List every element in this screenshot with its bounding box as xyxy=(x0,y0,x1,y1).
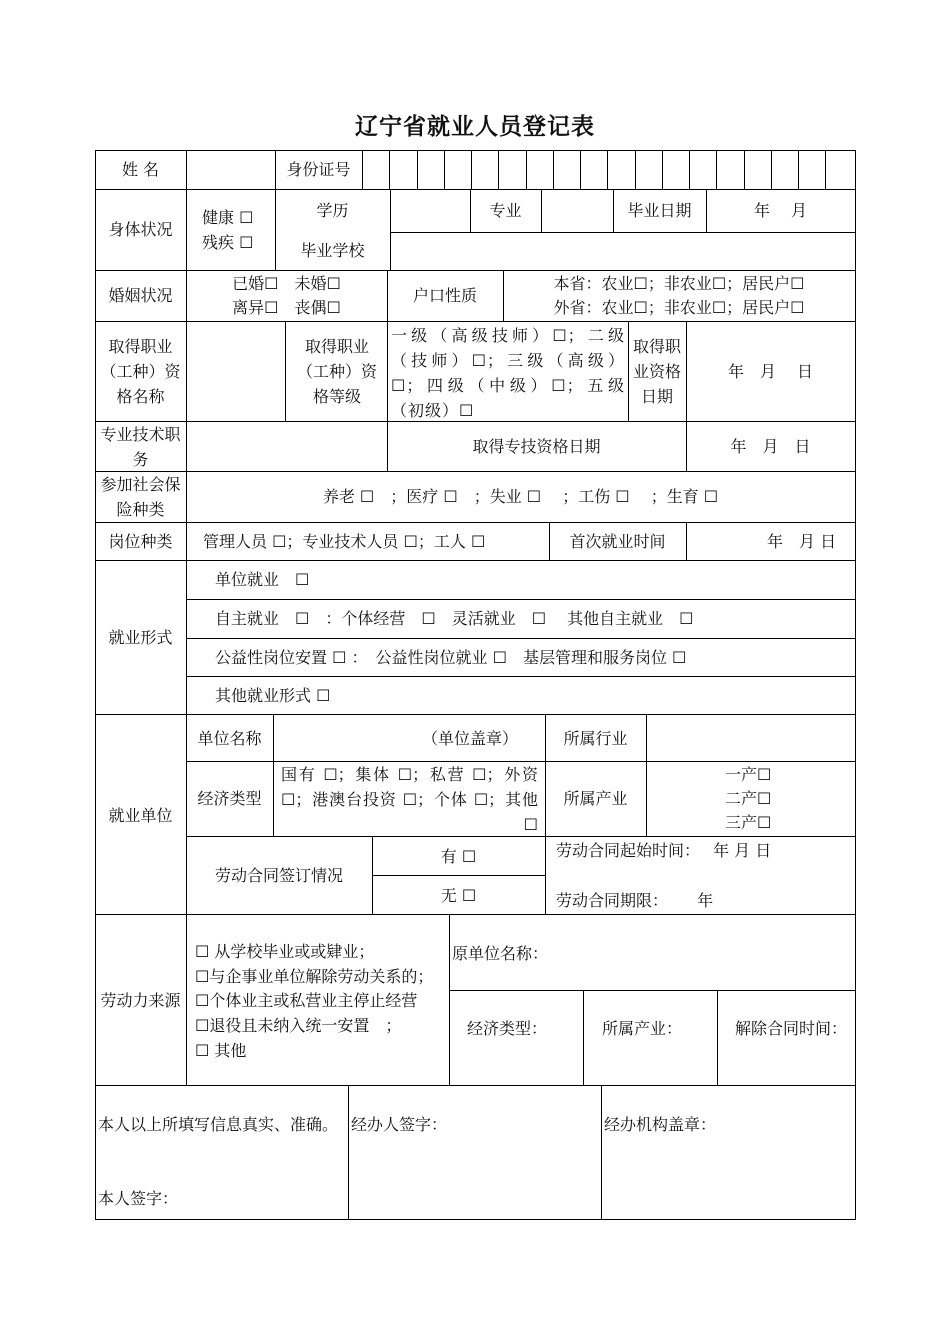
employment-form-public[interactable]: 公益性岗位安置 ☐ ： 公益性岗位就业 ☐ 基层管理和服务岗位 ☐ xyxy=(215,648,687,667)
qualification-date-value: 年 月 日 xyxy=(727,362,814,381)
healthy-option[interactable]: 健康 ☐ xyxy=(202,208,254,227)
qualification-level-options[interactable]: 一级（高级技师）☐；二级（技师）☐；三级（高级）☐；四级（中级）☐；五级（初级）☐ xyxy=(391,326,625,420)
employment-form-unit[interactable]: 单位就业 ☐ xyxy=(215,570,310,589)
previous-unit-label: 原单位名称： xyxy=(452,944,549,963)
insurance-label: 参加社会保险种类 xyxy=(100,475,181,519)
previous-sector-label: 所属产业： xyxy=(602,1019,683,1038)
qualification-date-label: 取得职业资格日期 xyxy=(632,337,681,406)
form-title: 辽宁省就业人员登记表 xyxy=(355,114,595,140)
education-label: 学历 xyxy=(316,201,349,220)
first-job-value: 年 月 日 xyxy=(767,532,837,551)
employment-unit-label: 就业单位 xyxy=(108,806,173,825)
marriage-options-line1[interactable]: 已婚☐ 未婚☐ xyxy=(232,274,341,293)
self-signature-label: 本人签字： xyxy=(98,1189,179,1208)
hukou-label: 户口性质 xyxy=(412,286,477,305)
sector-label: 所属产业 xyxy=(563,789,628,808)
industry-label: 所属行业 xyxy=(563,729,628,748)
name-label: 姓 名 xyxy=(121,160,160,179)
id-label: 身份证号 xyxy=(286,160,351,179)
hukou-options-line1[interactable]: 本省：农业☐；非农业☐；居民户☐ xyxy=(553,274,805,293)
sector-tertiary[interactable]: 三产☐ xyxy=(725,813,772,832)
registration-form xyxy=(95,150,855,1220)
agency-seal-label: 经办机构盖章： xyxy=(604,1115,717,1134)
labor-source-label: 劳动力来源 xyxy=(100,991,181,1010)
employment-form-label: 就业形式 xyxy=(108,628,173,647)
post-label: 岗位种类 xyxy=(108,532,173,551)
marriage-label: 婚姻状况 xyxy=(108,286,173,305)
graduation-date-label: 毕业日期 xyxy=(627,201,692,220)
major-label: 专业 xyxy=(489,201,522,220)
post-options[interactable]: 管理人员 ☐；专业技术人员 ☐；工人 ☐ xyxy=(203,532,486,551)
insurance-options[interactable]: 养老 ☐ ；医疗 ☐ ；失业 ☐ ；工伤 ☐ ；生育 ☐ xyxy=(322,487,719,506)
declaration-text: 本人以上所填写信息真实、准确。 xyxy=(98,1115,339,1134)
contract-term: 劳动合同期限： 年 xyxy=(556,891,714,910)
source-business-stopped[interactable]: ☐个体业主或私营业主停止经营 xyxy=(195,991,418,1010)
health-label: 身体状况 xyxy=(108,220,173,239)
termination-date-label: 解除合同时间： xyxy=(735,1019,848,1038)
tech-date-value: 年 月 日 xyxy=(730,437,811,456)
employment-form-self[interactable]: 自主就业 ☐ ：个体经营 ☐ 灵活就业 ☐ 其他自主就业 ☐ xyxy=(215,609,694,628)
marriage-options-line2[interactable]: 离异☐ 丧偶☐ xyxy=(232,298,341,317)
source-veteran[interactable]: ☐退役且未纳入统一安置 ； xyxy=(195,1016,402,1035)
tech-date-label: 取得专技资格日期 xyxy=(472,437,601,456)
unit-seal: （单位盖章） xyxy=(421,729,518,748)
sector-primary[interactable]: 一产☐ xyxy=(725,765,772,784)
qualification-level-label: 取得职业（工种）资格等级 xyxy=(296,337,377,406)
school-label: 毕业学校 xyxy=(300,241,365,260)
contract-no[interactable]: 无 ☐ xyxy=(440,886,477,905)
sector-secondary[interactable]: 二产☐ xyxy=(725,789,772,808)
source-other[interactable]: ☐ 其他 xyxy=(195,1041,247,1060)
graduation-date-value: 年 月 xyxy=(753,201,808,220)
handler-signature-label: 经办人签字： xyxy=(351,1115,448,1134)
disabled-option[interactable]: 残疾 ☐ xyxy=(202,233,254,252)
contract-label: 劳动合同签订情况 xyxy=(214,866,343,885)
source-terminated[interactable]: ☐与企事业单位解除劳动关系的； xyxy=(195,967,434,986)
source-graduate[interactable]: ☐ 从学校毕业或或肄业； xyxy=(195,942,375,961)
qualification-name-label: 取得职业（工种）资格名称 xyxy=(100,337,181,406)
hukou-options-line2[interactable]: 外省：农业☐；非农业☐；居民户☐ xyxy=(553,298,805,317)
economy-type-label: 经济类型 xyxy=(197,789,262,808)
employment-form-other[interactable]: 其他就业形式 ☐ xyxy=(215,686,331,705)
economy-type-options[interactable]: 国有 ☐；集体 ☐；私营 ☐；外资☐；港澳台投资 ☐；个体 ☐；其他 ☐ xyxy=(281,765,538,834)
contract-yes[interactable]: 有 ☐ xyxy=(440,847,477,866)
previous-economy-label: 经济类型： xyxy=(467,1019,548,1038)
unit-name-label: 单位名称 xyxy=(197,729,262,748)
contract-start-date: 劳动合同起始时间： 年 月 日 xyxy=(556,841,772,860)
first-job-label: 首次就业时间 xyxy=(569,532,666,551)
tech-title-label: 专业技术职务 xyxy=(100,425,181,469)
